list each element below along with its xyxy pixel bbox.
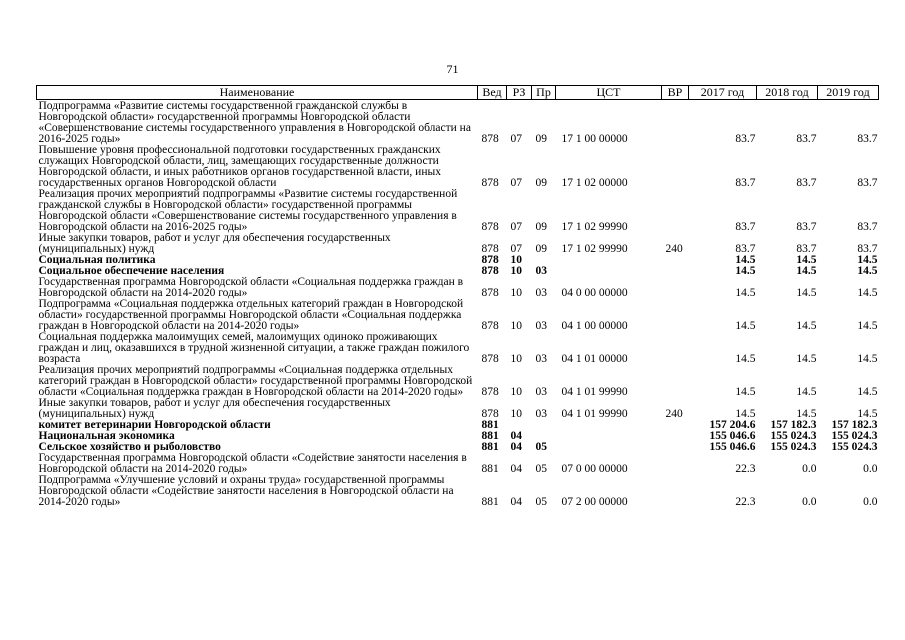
column-header-ved: Вед: [478, 86, 507, 100]
cell-y2018: 155 024.3: [770, 430, 817, 442]
cell-rz: 04: [510, 496, 522, 508]
cell-cst: 04 1 01 99990: [561, 386, 628, 398]
cell-rz: 10: [510, 287, 522, 299]
cell-y2017: 14.5: [735, 320, 756, 332]
table-row: [37, 277, 879, 299]
cell-y2017: 83.7: [735, 243, 756, 255]
table-body: [37, 100, 879, 509]
budget-table: [36, 85, 879, 508]
cell-y2017: 14.5: [735, 287, 756, 299]
cell-pr: 03: [535, 386, 547, 398]
column-header-vr: ВР: [662, 86, 689, 100]
cell-y2018: 14.5: [796, 386, 817, 398]
cell-y2019: 83.7: [857, 133, 878, 145]
column-header-2017: 2017 год: [689, 86, 757, 100]
cell-pr: 09: [535, 221, 547, 233]
cell-rz: 10: [510, 386, 522, 398]
cell-y2019: 14.5: [857, 254, 878, 266]
column-header-2018: 2018 год: [757, 86, 818, 100]
cell-name: Государственная программа Новгородской области «Содействие занятости населения в Новгородской области на 2014-2020 годы»: [38, 452, 467, 475]
cell-ved: 881: [481, 496, 499, 508]
cell-rz: 10: [510, 408, 522, 420]
cell-pr: 03: [535, 408, 547, 420]
cell-y2017: 14.5: [735, 265, 756, 277]
cell-y2019: 14.5: [857, 287, 878, 299]
cell-rz: 10: [510, 254, 522, 266]
cell-rz: 04: [510, 463, 522, 475]
cell-vr: [662, 475, 689, 508]
cell-name: Социальное обеспечение населения: [38, 265, 225, 277]
cell-y2019: 83.7: [857, 221, 878, 233]
cell-y2017: 83.7: [735, 221, 756, 233]
cell-y2017: 83.7: [735, 177, 756, 189]
cell-y2019: 0.0: [863, 463, 878, 475]
table-row: [37, 398, 879, 420]
cell-ved: 878: [481, 177, 499, 189]
cell-pr: 03: [535, 287, 547, 299]
cell-rz: 07: [510, 221, 522, 233]
table-header-row: [37, 86, 879, 100]
cell-name: Повышение уровня профессиональной подготовки государственных гражданских служащих Новгородской области, лиц, замещающих государственные должности Новгородской области, и иных работников органов государственной власти, иных государственных органов Новгородской области: [38, 144, 441, 189]
cell-rz: 10: [510, 320, 522, 332]
cell-vr: [662, 277, 689, 299]
cell-name: Социальная поддержка малоимущих семей, малоимущих одиноко проживающих граждан и лиц, оказавшихся в трудной жизненной ситуации, а также граждан пожилого возраста: [38, 331, 470, 365]
cell-y2019: 155 024.3: [831, 430, 878, 442]
cell-ved: 881: [481, 441, 499, 453]
cell-cst: 04 1 01 99990: [561, 408, 628, 420]
cell-name: Социальная политика: [38, 254, 156, 266]
cell-rz: 04: [510, 441, 522, 453]
cell-y2018: 83.7: [796, 243, 817, 255]
cell-y2019: 14.5: [857, 386, 878, 398]
cell-cst: [556, 266, 662, 277]
cell-rz: 10: [510, 353, 522, 365]
cell-y2017: 83.7: [735, 133, 756, 145]
cell-name: комитет ветеринарии Новгородской области: [38, 419, 271, 431]
cell-cst: 07 2 00 00000: [561, 496, 628, 508]
cell-pr: 05: [535, 496, 547, 508]
cell-rz: 07: [510, 133, 522, 145]
cell-rz: 07: [510, 243, 522, 255]
page-number: 71: [446, 62, 459, 76]
cell-y2019: 155 024.3: [831, 441, 878, 453]
cell-ved: 878: [481, 408, 499, 420]
column-header-pr: Пр: [532, 86, 556, 100]
cell-y2018: 155 024.3: [770, 441, 817, 453]
cell-cst: 17 1 00 00000: [561, 133, 628, 145]
cell-vr: [662, 431, 689, 442]
cell-pr: 03: [535, 265, 547, 277]
cell-vr: [662, 365, 689, 398]
cell-ved: 881: [481, 419, 499, 431]
cell-pr: 09: [535, 177, 547, 189]
cell-ved: 878: [481, 320, 499, 332]
cell-vr: [662, 332, 689, 365]
cell-vr: [662, 420, 689, 431]
cell-vr: [662, 442, 689, 453]
cell-ved: 878: [481, 133, 499, 145]
cell-y2018: 14.5: [796, 287, 817, 299]
cell-y2018: 14.5: [796, 254, 817, 266]
table-row: [37, 299, 879, 332]
cell-vr: [662, 189, 689, 233]
cell-cst: 04 1 00 00000: [561, 320, 628, 332]
column-header-cst: ЦСТ: [556, 86, 662, 100]
cell-name: Реализация прочих мероприятий подпрограммы «Социальная поддержка отдельных категорий граждан в Новгородской области» государственной программы Новгородской области «Социальная поддержка граждан в Новгородской области на 2014-2020 годы»: [38, 364, 473, 398]
cell-name: Подпрограмма «Улучшение условий и охраны труда» государственной программы Новгородской области «Содействие занятости населения в Новгородской области на 2014-2020 годы»: [38, 474, 454, 508]
cell-ved: 878: [481, 265, 499, 277]
cell-ved: 878: [481, 287, 499, 299]
cell-y2019: 14.5: [857, 320, 878, 332]
table-row: [37, 453, 879, 475]
cell-vr: [662, 299, 689, 332]
cell-pr: 09: [535, 243, 547, 255]
cell-vr: [662, 266, 689, 277]
cell-y2019: 14.5: [857, 353, 878, 365]
cell-ved: 878: [481, 221, 499, 233]
cell-name: Сельское хозяйство и рыболовство: [38, 441, 221, 453]
cell-cst: [556, 255, 662, 266]
cell-cst: [556, 442, 662, 453]
cell-name: Иные закупки товаров, работ и услуг для обеспечения государственных (муниципальных) нужд: [38, 232, 391, 255]
cell-y2019: 14.5: [857, 265, 878, 277]
cell-pr: [532, 420, 556, 431]
cell-cst: [556, 420, 662, 431]
cell-y2018: 14.5: [796, 320, 817, 332]
cell-y2019: 83.7: [857, 177, 878, 189]
table-row: [37, 475, 879, 508]
cell-cst: 04 0 00 00000: [561, 287, 628, 299]
cell-rz: 07: [510, 177, 522, 189]
cell-y2019: 0.0: [863, 496, 878, 508]
cell-y2018: 83.7: [796, 221, 817, 233]
cell-vr: [662, 453, 689, 475]
cell-pr: 03: [535, 353, 547, 365]
cell-y2018: 83.7: [796, 177, 817, 189]
column-header-name: Наименование: [37, 86, 478, 100]
cell-pr: 05: [535, 463, 547, 475]
cell-name: Иные закупки товаров, работ и услуг для обеспечения государственных (муниципальных) нужд: [38, 397, 391, 420]
cell-cst: 17 1 02 00000: [561, 177, 628, 189]
cell-pr: 05: [535, 441, 547, 453]
cell-y2018: 14.5: [796, 408, 817, 420]
cell-y2017: 22.3: [735, 463, 756, 475]
cell-name: Реализация прочих мероприятий подпрограммы «Развитие системы государственной гражданской службы в Новгородской области» государственной программы Новгородской области «Совершенствование системы государственного управления в Новгородской области на 2016-2025 годы»: [38, 188, 458, 233]
cell-rz: 04: [510, 430, 522, 442]
cell-y2018: 157 182.3: [770, 419, 817, 431]
cell-y2017: 14.5: [735, 386, 756, 398]
cell-y2018: 0.0: [802, 496, 817, 508]
cell-y2017: 14.5: [735, 254, 756, 266]
cell-cst: 04 1 01 00000: [561, 353, 628, 365]
cell-y2018: 14.5: [796, 353, 817, 365]
cell-ved: 881: [481, 430, 499, 442]
cell-vr: [662, 255, 689, 266]
cell-cst: [556, 431, 662, 442]
cell-vr: 240: [665, 408, 683, 420]
cell-y2017: 155 046.6: [709, 430, 756, 442]
table-row: [37, 145, 879, 189]
cell-cst: 17 1 02 99990: [561, 243, 628, 255]
cell-rz: 10: [510, 265, 522, 277]
cell-name: Подпрограмма «Развитие системы государственной гражданской службы в Новгородской области» государственной программы Новгородской области «Совершенствование системы государственного управления в Новгородской области на 2016-2025 годы»: [38, 100, 471, 145]
table-row: [37, 100, 879, 146]
cell-y2019: 14.5: [857, 408, 878, 420]
cell-y2018: 0.0: [802, 463, 817, 475]
cell-vr: [662, 145, 689, 189]
cell-ved: 881: [481, 463, 499, 475]
cell-pr: 09: [535, 133, 547, 145]
cell-ved: 878: [481, 386, 499, 398]
cell-cst: 07 0 00 00000: [561, 463, 628, 475]
cell-y2018: 83.7: [796, 133, 817, 145]
column-header-rz: РЗ: [507, 86, 532, 100]
cell-vr: 240: [665, 243, 683, 255]
cell-y2018: 14.5: [796, 265, 817, 277]
column-header-2019: 2019 год: [818, 86, 879, 100]
table-row: [37, 365, 879, 398]
cell-y2019: 83.7: [857, 243, 878, 255]
cell-y2017: 14.5: [735, 353, 756, 365]
cell-ved: 878: [481, 243, 499, 255]
table-row: [37, 233, 879, 255]
table-row: [37, 332, 879, 365]
cell-y2017: 157 204.6: [709, 419, 756, 431]
cell-ved: 878: [481, 353, 499, 365]
table-row: [37, 189, 879, 233]
cell-name: Подпрограмма «Социальная поддержка отдельных категорий граждан в Новгородской области» государственной программы Новгородской области «Социальная поддержка граждан в Новгородской области на 2014-2020 годы»: [38, 298, 464, 332]
cell-cst: 17 1 02 99990: [561, 221, 628, 233]
cell-y2019: 157 182.3: [831, 419, 878, 431]
cell-y2017: 22.3: [735, 496, 756, 508]
cell-y2017: 14.5: [735, 408, 756, 420]
cell-pr: 03: [535, 320, 547, 332]
cell-name: Национальная экономика: [38, 430, 175, 442]
cell-y2017: 155 046.6: [709, 441, 756, 453]
cell-vr: [662, 100, 689, 146]
cell-name: Государственная программа Новгородской области «Социальная поддержка граждан в Новгородской области на 2014-2020 годы»: [38, 276, 464, 299]
cell-ved: 878: [481, 254, 499, 266]
